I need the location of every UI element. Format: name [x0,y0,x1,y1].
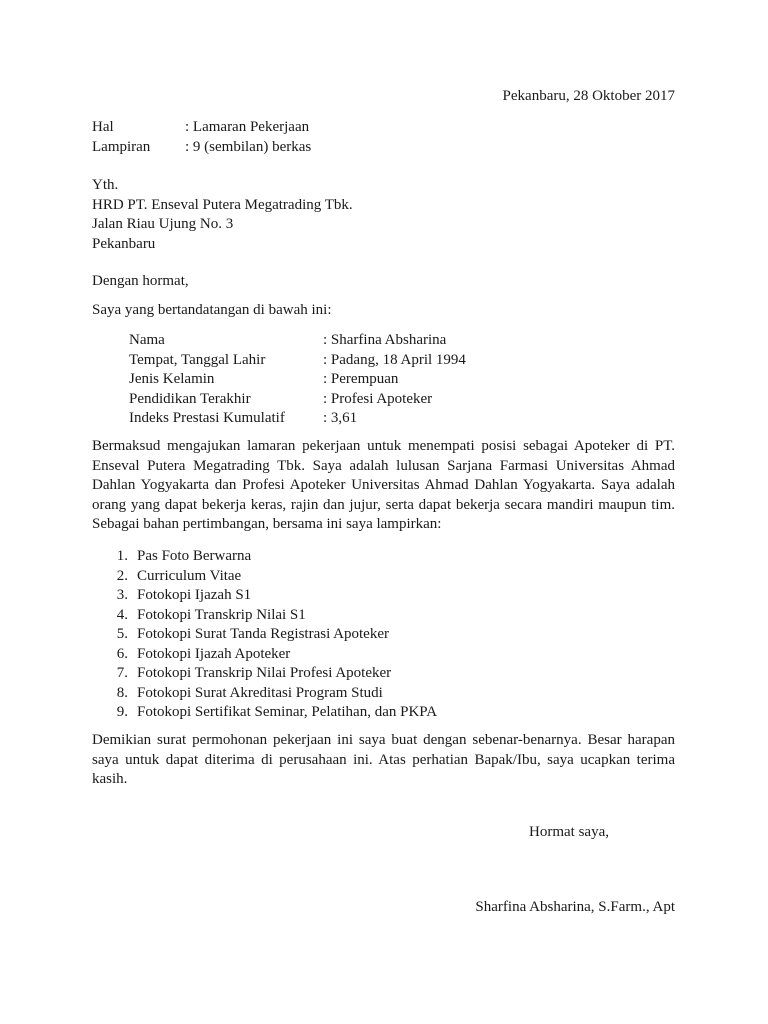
list-item [92,645,437,665]
list-number: 9. [116,704,128,720]
recipient-line: Jalan Riau Ujung No. 3 [92,216,234,232]
identity-row [129,390,466,410]
identity-value: : Sharfina Absharina [323,332,447,348]
list-item [92,586,437,606]
identity-label: Tempat, Tanggal Lahir [129,351,266,368]
identity-value: : Perempuan [323,371,399,387]
list-number: 6. [116,645,128,662]
identity-value: : Padang, 18 April 1994 [323,351,466,368]
attachment-count-label: Lampiran [92,138,151,155]
identity-block [129,331,466,429]
recipient-line: Pekanbaru [92,235,156,252]
recipient-address [92,176,353,254]
recipient-line: Yth. [92,177,119,193]
list-text: Fotokopi Transkrip Nilai S1 [137,606,306,623]
identity-label: Nama [129,332,165,348]
identity-label: Indeks Prestasi Kumulatif [129,410,285,426]
list-item [92,664,437,684]
list-text: Fotokopi Sertifikat Seminar, Pelatihan, dan PKPA [137,704,438,720]
intro-line: Saya yang bertandatangan di bawah ini: [92,302,332,318]
attachment-list [92,547,437,723]
list-text: Fotokopi Ijazah S1 [137,587,252,603]
list-number: 3. [116,587,128,603]
subject-block [92,118,311,157]
list-item [92,567,437,587]
identity-value: : Profesi Apoteker [323,390,433,407]
subject-value: : Lamaran Pekerjaan [185,119,310,135]
closing-paragraph: Demikian surat permohonan pekerjaan ini saya buat dengan sebenar-benarnya. Besar harapan saya untuk dapat diterima di perusahaan ini. Atas perhatian Bapak/Ibu, saya ucapkan terima kasih. [92,732,675,787]
identity-label: Pendidikan Terakhir [129,390,251,407]
signer-name: Sharfina Absharina, S.Farm., Apt [475,899,675,915]
regards-line: Hormat saya, [529,824,609,840]
list-number: 7. [116,665,128,681]
attachment-count-value: : 9 (sembilan) berkas [185,138,312,155]
recipient-line: HRD PT. Enseval Putera Megatrading Tbk. [92,196,353,213]
identity-row [129,370,466,390]
list-number: 4. [116,606,128,623]
list-item [92,625,437,645]
subject-row [92,118,311,138]
identity-row [129,331,466,351]
list-number: 2. [116,567,128,584]
identity-row [129,409,466,429]
list-number: 8. [116,684,128,701]
list-text: Curriculum Vitae [137,567,242,584]
identity-row [129,351,466,371]
identity-label: Jenis Kelamin [129,371,215,387]
list-text: Fotokopi Transkrip Nilai Profesi Apoteker [137,665,392,681]
list-number: 1. [116,548,128,564]
list-item [92,606,437,626]
subject-label: Hal [92,119,114,135]
list-text: Fotokopi Surat Akreditasi Program Studi [137,684,383,701]
attachment-count-row [92,138,311,158]
greeting: Dengan hormat, [92,273,189,289]
list-text: Pas Foto Berwarna [137,548,252,564]
date-line: Pekanbaru, 28 Oktober 2017 [502,88,675,104]
identity-value: : 3,61 [323,410,358,426]
list-text: Fotokopi Ijazah Apoteker [137,645,291,662]
body-paragraph: Bermaksud mengajukan lamaran pekerjaan untuk menempati posisi sebagai Apoteker di PT. Enseval Putera Megatrading Tbk. Saya adalah lulusan Sarjana Farmasi Universitas Ahmad Dahlan Yogyakarta dan Profesi Apoteker Universitas Ahmad Dahlan Yogyakarta. Saya adalah orang yang dapat bekerja keras, rajin dan jujur, serta dapat bekerja secara mandiri maupun tim. Sebagai bahan pertimbangan, bersama ini saya lampirkan: [92,438,675,532]
list-text: Fotokopi Surat Tanda Registrasi Apoteker [137,626,389,642]
list-item [92,703,437,723]
list-number: 5. [116,626,128,642]
list-item [92,547,437,567]
list-item [92,684,437,704]
